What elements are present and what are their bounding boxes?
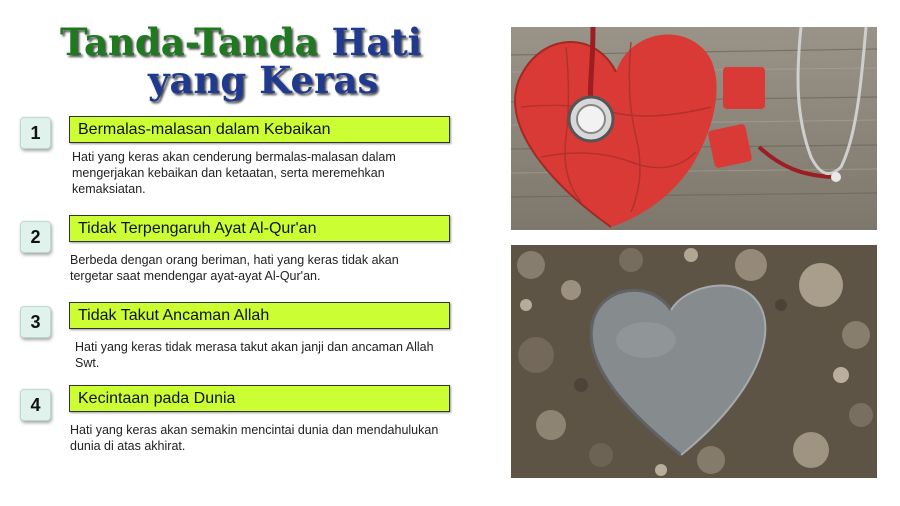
item-desc-2: Berbeda dengan orang beriman, hati yang keras tidak akan tergetar saat mendengar ayat-ayat Al-Qur'an. xyxy=(70,253,399,283)
slide-title-line1 xyxy=(60,20,422,64)
item-desc-4: Hati yang keras akan semakin mencintai dunia dan mendahulukan dunia di atas akhirat. xyxy=(70,423,439,453)
item-number-2: 2 xyxy=(20,221,51,253)
item-heading-3: Tidak Takut Ancaman Allah xyxy=(69,302,450,329)
item-number-3: 3 xyxy=(20,306,51,338)
item-number-1: 1 xyxy=(20,117,51,149)
title-blue-part: Hati xyxy=(331,20,422,64)
slide-title-line2: yang Keras xyxy=(148,58,379,102)
puzzle-heart-photo xyxy=(511,27,877,230)
stone-heart-photo xyxy=(511,245,877,478)
item-desc-3: Hati yang keras tidak merasa takut akan janji dan ancaman Allah Swt. xyxy=(75,340,434,370)
item-heading-2: Tidak Terpengaruh Ayat Al-Qur'an xyxy=(69,215,450,242)
item-heading-4: Kecintaan pada Dunia xyxy=(69,385,450,412)
title-green-part: Tanda-Tanda xyxy=(60,20,332,64)
item-heading-1: Bermalas-malasan dalam Kebaikan xyxy=(69,116,450,143)
item-number-4: 4 xyxy=(20,389,51,421)
item-desc-1: Hati yang keras akan cenderung bermalas-malasan dalam mengerjakan kebaikan dan ketaatan, serta meremehkan kemaksiatan. xyxy=(72,150,396,196)
